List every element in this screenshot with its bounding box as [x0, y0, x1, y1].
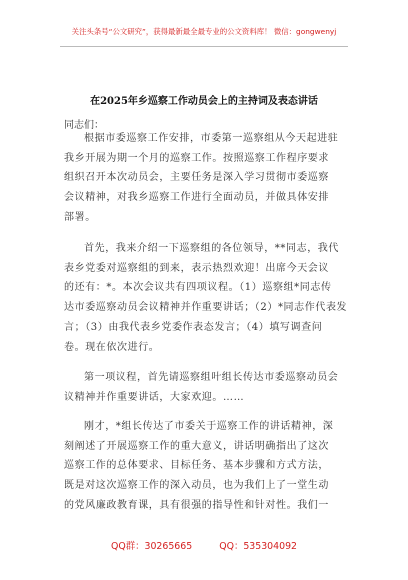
paragraph-line: 的还有：*。本次会议共有四项议程。（1）巡察组*同志传 [64, 282, 332, 294]
footer-qq-group: QQ群：30265665 [110, 541, 193, 552]
paragraph-2 [64, 239, 354, 357]
paragraph-line: 言；（3）由我代表乡党委作表态发言；（4）填写调查问 [64, 321, 323, 333]
paragraph-line: 组织召开本次动员会，主要任务是深入学习贯彻市委巡察 [64, 172, 329, 184]
document-title: 在2025年乡巡察工作动员会上的主持词及表态讲话 [90, 96, 318, 107]
paragraph-line: 部署。 [64, 211, 96, 223]
header-divider [60, 46, 348, 47]
paragraph-line: 的党风廉政教育课，具有很强的指导性和针对性。我们一 [64, 499, 329, 511]
footer-qq-number: QQ：535304092 [219, 541, 298, 552]
paragraph-1 [64, 129, 354, 228]
paragraph-line: 第一项议程，首先请巡察组叶组长传达市委巡察动员会 [84, 372, 339, 383]
paragraph-line: 我乡开展为期一个月的巡察工作。按照巡察工作程序要求 [64, 152, 329, 164]
salutation: 同志们： [64, 120, 104, 131]
paragraph-line: 表乡党委对巡察组的到来，表示热烈欢迎！出席今天会议 [64, 262, 329, 274]
paragraph-3 [64, 368, 354, 407]
paragraph-line: 达市委巡察动员会议精神并作重要讲话；（2）*同志作代表发 [64, 302, 348, 314]
paragraph-line: 巡察工作的总体要求、目标任务、基本步骤和方式方法， [64, 460, 329, 472]
paragraph-line: 卷。现在依次进行。 [64, 341, 160, 353]
paragraph-line: 刚才，*组长传达了市委关于巡察工作的讲话精神，深 [84, 421, 334, 432]
paragraph-line: 会议精神，对我乡巡察工作进行全面动员，并做具体安排 [64, 192, 329, 204]
header-banner: 关注头条号“公文研究”，获得最新最全最专业的公文资料库！ 微信：gongwenyj [71, 27, 337, 36]
paragraph-4 [64, 417, 354, 516]
paragraph-line: 根据市委巡察工作安排，市委第一巡察组从今天起进驻 [84, 133, 339, 144]
paragraph-line: 议精神并作重要讲话，大家欢迎。…… [64, 391, 245, 403]
paragraph-line: 刻阐述了开展巡察工作的重大意义，讲话明确指出了这次 [64, 440, 329, 452]
paragraph-line: 既是对这次巡察工作的深入动员，也为我们上了一堂生动 [64, 480, 329, 492]
paragraph-line: 首先，我来介绍一下巡察组的各位领导，**同志，我代 [84, 243, 339, 254]
footer-contact [0, 538, 408, 552]
